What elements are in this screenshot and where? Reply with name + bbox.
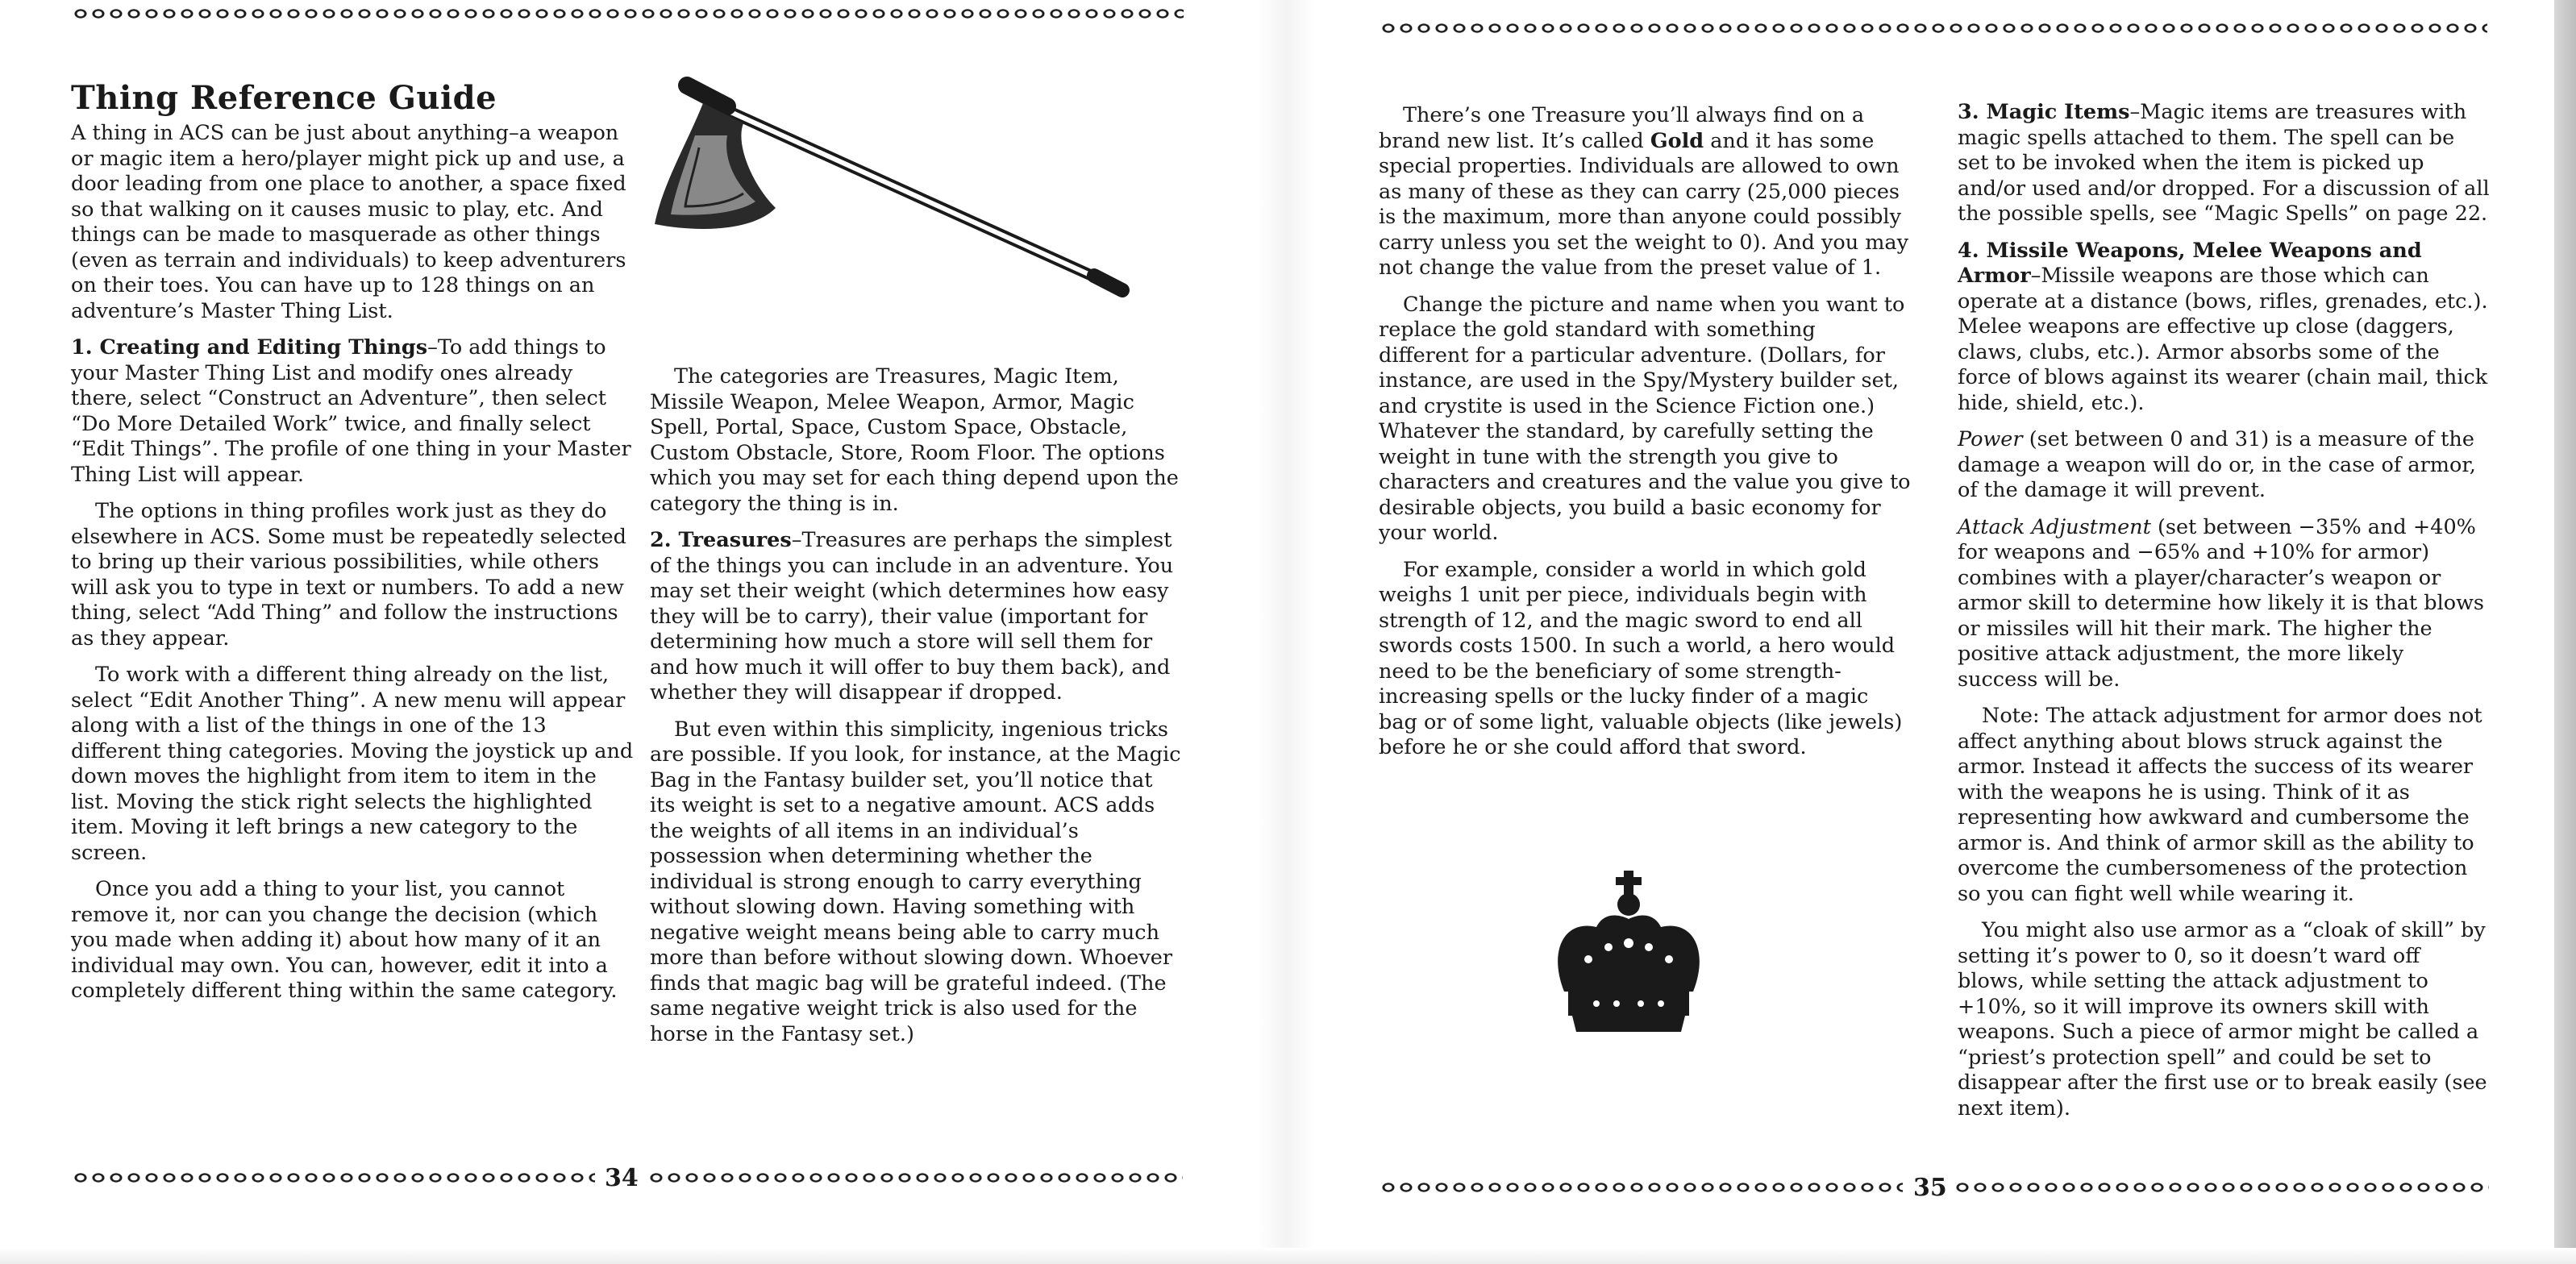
page-number-left: 34 <box>605 1164 639 1192</box>
section-heading: 2. Treasures <box>650 528 792 552</box>
section-treasures: 2. Treasures–Treasures are perhaps the simplest of the things you can include in an adventure. You may set their weight (which determines how easy they will be to carry), their value (important for determining how much a store will sell them for and how much it will offer to buy them back), and whether they will disappear if dropped. <box>650 528 1174 705</box>
gold-term: Gold <box>1650 128 1704 153</box>
paragraph: Once you add a thing to your list, you cannot remove it, nor can you change the decision (which you made when adding it) about how many of it an individual may own. You can, however, edit it into a completely different thing within the same category. <box>71 877 618 1003</box>
section-heading: 4. Missile Weapons, Melee Weapons and Armor <box>1958 238 2422 288</box>
section-weapons-armor: 4. Missile Weapons, Melee Weapons and Armor–Missile weapons are those which can operate at a distance (bows, rifles, grenades, etc.). Melee weapons are effective up close (daggers, claws, clubs, etc.). Armor absorbs some of the force of blows against its wearer (chain mail, thick hide, shield, etc.). <box>1958 238 2488 415</box>
chain-border-top-right <box>1379 19 2487 37</box>
axe-icon <box>655 71 1138 305</box>
column-1 <box>71 121 635 1016</box>
paragraph: Change the picture and name when you want to replace the gold standard with something different for a particular adventure. (Dollars, for instance, are used in the Spy/Mystery builder set, and crystite is used in the Science Fiction one.) Whatever the standard, by carefully setting the weight in tune with the strength you give to characters and creatures and the value you give to desirable objects, you build a basic economy for your world. <box>1379 292 1911 545</box>
chain-border-top-left <box>71 5 1184 23</box>
section-creating-editing: 1. Creating and Editing Things–To add things to your Master Thing List and modify ones already there, select “Construct an Adventure”, then select “Do More Detailed Work” twice, and finally select “Edit Things”. The profile of one thing in your Master Thing List will appear. <box>71 335 631 487</box>
column-4 <box>1958 100 2490 1133</box>
section-heading: 1. Creating and Editing Things <box>71 335 428 360</box>
paragraph: Note: The attack adjustment for armor does not affect anything about blows struck against the armor. Instead it affects the success of its wearer with the weapons he is using. Think of it as representing how awkward and cumbersome the armor is. And think of armor skill as the ability to overcome the cumbersomeness of the protection so you can fight well while wearing it. <box>1958 704 2482 906</box>
paragraph: To work with a different thing already on the list, select “Edit Another Thing”. A new menu will appear along with a list of the things in one of the 13 different thing categories. Moving the joystick up and down moves the highlight from item to item in the list. Moving the stick right selects the highlighted item. Moving it left brings a new category to the screen. <box>71 663 634 865</box>
chain-border-bottom-right <box>1379 1179 1903 1196</box>
paragraph: There’s one Treasure you’ll always find on a brand new list. It’s called Gold and it has some special properties. Individuals are allowed to own as many of these as they can carry (25,000 pieces is the maximum, more than anyone could possibly carry unless you set the weight to 0). And you may not change the value from the preset value of 1. <box>1379 103 1909 280</box>
paragraph: The options in thing profiles work just as they do elsewhere in ACS. Some must be repeatedly selected to bring up their various possibilities, while others will ask you to type in text or numbers. To add a new thing, select “Add Thing” and follow the instructions as they appear. <box>71 499 626 651</box>
paragraph: For example, consider a world in which gold weighs 1 unit per piece, individuals begin with strength of 12, and the magic sword to end all swords costs 1500. In such a world, a hero would need to be the beneficiary of some strength-increasing spells or the lucky finder of a magic bag or of some light, valuable objects (like jewels) before he or she could afford that sword. <box>1379 557 1903 759</box>
page-gutter <box>1258 0 1314 1264</box>
page-number-right: 35 <box>1913 1174 1947 1202</box>
chain-border-bottom-left <box>71 1169 595 1187</box>
paragraph-attack: Attack Adjustment (set between −35% and +40% for weapons and −65% and +10% for armor) combines with a player/character’s weapon or armor skill to determine how likely it is that blows or missiles will hit their mark. The higher the positive attack adjustment, the more likely success will be. <box>1958 514 2484 692</box>
column-3 <box>1379 103 1911 772</box>
paragraph: You might also use armor as a “cloak of skill” by setting it’s power to 0, so it doesn’t ward off blows, while setting the attack adjustment to +10%, so it will improve its owners skill with weapons. Such a piece of armor might be called a “priest’s protection spell” and could be set to disappear after the first use or to break easily (see next item). <box>1958 918 2487 1121</box>
chain-border-bottom-right <box>1953 1179 2489 1196</box>
intro-paragraph: A thing in ACS can be just about anything–a weapon or magic item a hero/player might pick up and use, a door leading from one place to another, a space fixed so that walking on it causes music to play, etc. And things can be made to masquerade as other things (even as terrain and individuals) to keep adventurers on their toes. You can have up to 128 things on an adventure’s Master Thing List. <box>71 121 626 323</box>
paragraph: But even within this simplicity, ingenious tricks are possible. If you look, for instance, at the Magic Bag in the Fantasy builder set, you’ll notice that its weight is set to a negative amount. ACS adds the weights of all items in an individual’s possession when determining whether the individual is strong enough to carry everything without slowing down. Having something with negative weight means being able to carry much more than before without slowing down. Whoever finds that magic bag will be grateful indeed. (The same negative weight trick is also used for the horse in the Fantasy set.) <box>650 717 1181 1046</box>
chain-border-bottom-left <box>647 1169 1183 1187</box>
scan-bottom-edge <box>0 1248 2576 1264</box>
power-term: Power <box>1958 427 2023 451</box>
attack-adjustment-term: Attack Adjustment <box>1958 514 2151 539</box>
paragraph: The categories are Treasures, Magic Item, Missile Weapon, Melee Weapon, Armor, Magic Spell, Portal, Space, Custom Space, Obstacle, Custom Obstacle, Store, Room Floor. The options which you may set for each thing depend upon the category the thing is in. <box>650 364 1179 516</box>
section-heading: 3. Magic Items <box>1958 100 2130 124</box>
crown-icon <box>1548 871 1709 1056</box>
paragraph-power: Power (set between 0 and 31) is a measure of the damage a weapon will do or, in the case of armor, of the damage it will prevent. <box>1958 427 2476 502</box>
scan-edge <box>2554 0 2576 1264</box>
page-title: Thing Reference Guide <box>71 79 497 117</box>
section-magic-items: 3. Magic Items–Magic items are treasures with magic spells attached to them. The spell can be set to be invoked when the item is picked up and/or used and/or dropped. For a discussion of all the possible spells, see “Magic Spells” on page 22. <box>1958 100 2490 226</box>
column-2 <box>650 364 1182 1058</box>
